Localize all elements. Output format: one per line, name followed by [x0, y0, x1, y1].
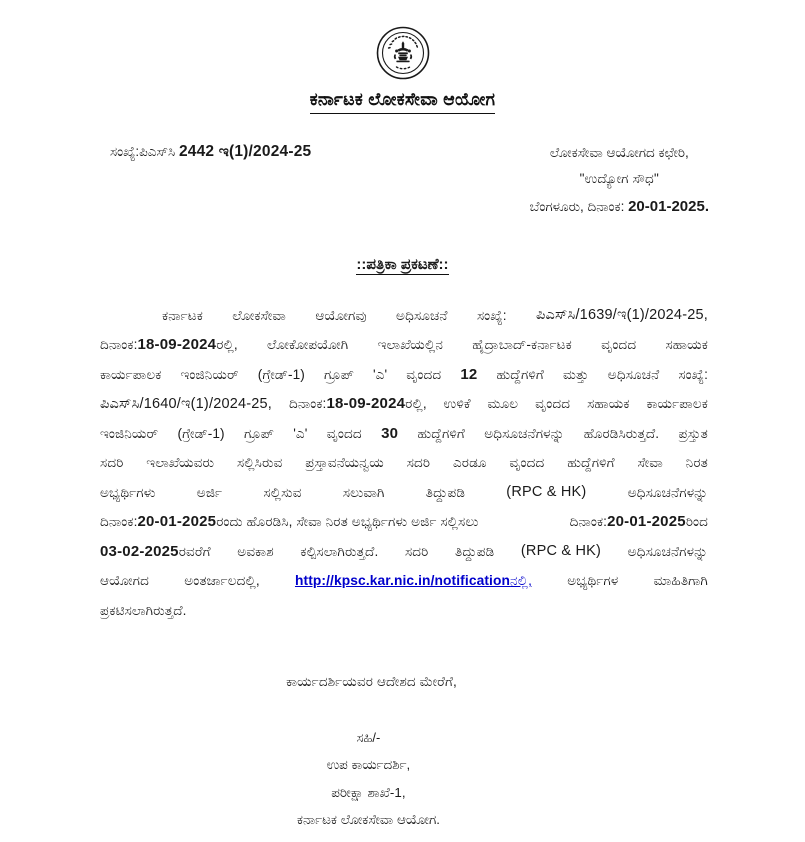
date-group: [100, 544, 211, 559]
text-fragment: ಇಂಜಿನಿಯರ್: [180, 366, 239, 382]
text-fragment: ದಿನಾಂಕ:: [100, 514, 138, 530]
post-count-12: 12: [460, 365, 478, 383]
body-line-9: [100, 537, 708, 567]
text-fragment: ಸದರಿ: [100, 455, 124, 471]
text-fragment: ವೃಂದದ: [326, 425, 362, 441]
text-fragment: ಮತ್ತು: [562, 366, 589, 382]
address-date-line: [530, 192, 709, 221]
signatory-designation: ಉಪ ಕಾರ್ಯದರ್ಶಿ,: [326, 757, 411, 773]
text-fragment: ಸಲ್ಲಿಸಿರುವ: [236, 455, 283, 471]
body-line-3: [100, 360, 708, 390]
reference-value: 2442 ಇ(1)/2024-25: [178, 142, 312, 160]
date-value: 18-09-2024: [137, 336, 217, 354]
application-end-date: 03-02-2025: [100, 542, 179, 560]
notification-number-1639: ಪಿಎಸ್‌ಸಿ/1639/ಇ(1)/2024-25,: [535, 307, 708, 324]
date-value: 18-09-2024: [326, 395, 406, 413]
text-fragment: ದಿನಾಂಕ:: [569, 514, 608, 530]
text-fragment: ಹುದ್ದೆಗಳಿಗೆ: [496, 366, 544, 382]
text-fragment: ಅಧಿಸೂಚನೆ: [607, 366, 660, 382]
text-fragment: ಆಯೋಗದ: [100, 573, 150, 589]
text-fragment: ಸಲ್ಲಿಸುವ: [263, 484, 302, 500]
body-line-4: [100, 389, 708, 419]
text-fragment: ರಲ್ಲಿ,: [405, 396, 427, 412]
body-text: [0, 301, 805, 626]
text-fragment: ಸಂಖ್ಯೆ:: [476, 307, 507, 323]
text-fragment: ತಿದ್ದುಪಡಿ: [455, 543, 495, 559]
link-suffix: ನಲ್ಲಿ,: [510, 572, 532, 588]
kpsc-notification-link[interactable]: http://kpsc.kar.nic.in/notification: [294, 572, 511, 588]
group-label: 'ಎ': [293, 425, 308, 441]
grade-label: (ಗ್ರೇಡ್-1): [257, 366, 305, 382]
body-line-5: [100, 419, 708, 449]
by-order-line: ಕಾರ್ಯದರ್ಶಿಯವರ ಆದೇಶದ ಮೇರೆಗೆ,: [286, 674, 457, 690]
text-fragment: ಹೈದ್ರಾಬಾದ್-ಕರ್ನಾಟಕ: [472, 337, 572, 353]
text-fragment: ನಿರತ: [685, 455, 708, 471]
city-date-label: ಬೆಂಗಳೂರು, ದಿನಾಂಕ:: [529, 199, 625, 215]
text-fragment: ಸಹಾಯಕ: [665, 337, 708, 353]
body-line-11: [100, 596, 708, 626]
body-line-7: [100, 478, 708, 508]
date-group: [100, 514, 479, 529]
text-fragment: ಕಾರ್ಯಪಾಲಕ: [100, 366, 162, 382]
text-fragment: ಇಲಾಖೆಯಲ್ಲಿನ: [377, 337, 444, 353]
date-value: 20-01-2025: [137, 513, 217, 531]
signature-block: [0, 725, 805, 833]
application-start-date: 20-01-2025: [607, 513, 686, 531]
signatory-organisation: ಕರ್ನಾಟಕ ಲೋಕಸೇವಾ ಆಯೋಗ.: [296, 811, 441, 827]
group-label: 'ಎ': [372, 366, 388, 382]
office-address: [530, 140, 709, 222]
text-fragment: ದಿನಾಂಕ:: [288, 396, 327, 412]
text-fragment: ಅಭ್ಯರ್ಥಿಗಳ: [567, 573, 619, 589]
text-fragment: ಲೋಕೋಪಯೋಗಿ: [266, 337, 349, 353]
text-fragment: ಉಳಿಕೆ: [443, 396, 471, 412]
text-fragment: ರವರೆಗೆ: [178, 543, 211, 559]
text-fragment: ವೃಂದದ: [509, 455, 545, 471]
text-fragment: ಹುದ್ದೆಗಳಿಗೆ: [567, 455, 615, 471]
text-fragment: ಲೋಕಸೇವಾ: [232, 307, 286, 323]
text-fragment: ಅಂತರ್ಜಾಲದಲ್ಲಿ,: [184, 573, 260, 589]
signature-mark: ಸಹಿ/-: [356, 730, 381, 746]
address-line-1: ಲೋಕಸೇವಾ ಆಯೋಗದ ಕಛೇರಿ,: [549, 144, 689, 160]
text-fragment: ಪ್ರಸ್ತುತ: [678, 425, 708, 441]
text-fragment: ರಿಂದ: [685, 514, 708, 530]
press-release-heading-container: [0, 256, 805, 275]
text-fragment: ಸಲುವಾಗಿ: [342, 484, 385, 500]
emblem-container: [0, 0, 805, 84]
body-line-1: [100, 301, 708, 331]
reference-label: ಸಂಖ್ಯೆ:ಪಿಎಸ್‌ಸಿ: [110, 143, 176, 159]
date-group-2: [570, 514, 708, 529]
text-fragment: ದಿನಾಂಕ:: [100, 337, 138, 353]
text-fragment: ತಿದ್ದುಪಡಿ: [425, 484, 466, 500]
date-group: [100, 337, 238, 352]
text-fragment: ವೃಂದದ: [535, 396, 571, 412]
body-line-6: [100, 448, 708, 478]
title-container: [0, 88, 805, 114]
text-fragment: ಆಯೋಗವು: [315, 307, 367, 323]
body-line-10: [100, 566, 708, 596]
text-fragment: ಸಹಾಯಕ: [587, 396, 630, 412]
text-fragment: ಕಲ್ಪಿಸಲಾಗಿರುತ್ತದೆ.: [300, 543, 379, 559]
text-fragment: ಅಧಿಸೂಚನೆ: [396, 307, 448, 323]
text-fragment: ಅರ್ಜಿ: [196, 484, 223, 500]
text-fragment: ಸದರಿ: [404, 543, 429, 559]
text-fragment: ವೃಂದದ: [601, 337, 637, 353]
date-group: [289, 396, 427, 411]
signatory-section: ಪರೀಕ್ಷಾ ಶಾಖೆ-1,: [331, 784, 406, 800]
text-fragment: ಇಲಾಖೆಯವರು: [146, 455, 215, 471]
amendment-tag-rpc-hk: (RPC & HK): [506, 484, 587, 501]
notification-number-1640: ಪಿಎಸ್‌ಸಿ/1640/ಇ(1)/2024-25,: [100, 395, 273, 412]
text-fragment: ಅವಕಾಶ: [237, 543, 274, 559]
body-line-8: [100, 507, 708, 537]
text-fragment: ಹುದ್ದೆಗಳಿಗೆ: [417, 425, 465, 441]
text-fragment: ಸೇವಾ: [637, 455, 663, 471]
text-fragment: ಅಧಿಸೂಚನೆಗಳನ್ನು: [484, 425, 565, 441]
amendment-tag-rpc-hk: (RPC & HK): [520, 543, 602, 560]
text-fragment: ಅಧಿಸೂಚನೆಗಳನ್ನು: [627, 543, 708, 559]
text-fragment: ಮಾಹಿತಿಗಾಗಿ: [653, 573, 708, 589]
text-fragment: ರಂದು ಹೊರಡಿಸಿ, ಸೇವಾ ನಿರತ ಅಭ್ಯರ್ಥಿಗಳು ಅರ್ಜಿ ಸಲ್ಲಿಸಲು: [216, 514, 479, 530]
text-fragment: ಮೂಲ: [487, 396, 519, 412]
grade-label: (ಗ್ರೇಡ್-1): [177, 425, 225, 441]
closing-block: [0, 673, 805, 691]
text-fragment: ರಲ್ಲಿ,: [216, 337, 238, 353]
post-count-30: 30: [381, 424, 399, 442]
text-fragment: ಪ್ರಕಟಿಸಲಾಗಿರುತ್ತದೆ.: [100, 602, 187, 618]
text-fragment: ಅಭ್ಯರ್ಥಿಗಳು: [100, 484, 156, 500]
text-fragment: ವೃಂದದ: [406, 366, 442, 382]
text-fragment: ಕಾರ್ಯಪಾಲಕ: [646, 396, 708, 412]
notification-link-group[interactable]: [295, 574, 532, 588]
text-fragment: ಎರಡೂ: [452, 455, 487, 471]
text-fragment: ಕರ್ನಾಟಕ: [162, 307, 203, 323]
karnataka-state-emblem-seal-icon: [375, 22, 431, 84]
page-title: ಕರ್ನಾಟಕ ಲೋಕಸೇವಾ ಆಯೋಗ: [310, 88, 496, 114]
text-fragment: ಪ್ರಸ್ತಾವನೆಯನ್ವಯ: [305, 455, 384, 471]
address-line-2: "ಉದ್ಯೋಗ ಸೌಧ": [579, 171, 659, 187]
text-fragment: ಅಧಿಸೂಚನೆಗಳನ್ನು: [627, 484, 708, 500]
text-fragment: ಹೊರಡಿಸಿರುತ್ತದೆ.: [583, 425, 660, 441]
body-line-2: [100, 330, 708, 360]
press-release-heading: ::ಪತ್ರಿಕಾ ಪ್ರಕಟಣೆ::: [356, 255, 449, 273]
text-fragment: ಗ್ರೂಪ್: [243, 425, 274, 441]
reference-number: [110, 140, 311, 163]
text-fragment: ಗ್ರೂಪ್: [323, 366, 354, 382]
text-fragment: ಇಂಜಿನಿಯರ್: [100, 425, 159, 441]
text-fragment: ಸಂಖ್ಯೆ:: [678, 366, 708, 382]
document-date: 20-01-2025.: [628, 198, 709, 216]
text-fragment: ಸದರಿ: [406, 455, 431, 471]
meta-row: [0, 140, 805, 222]
